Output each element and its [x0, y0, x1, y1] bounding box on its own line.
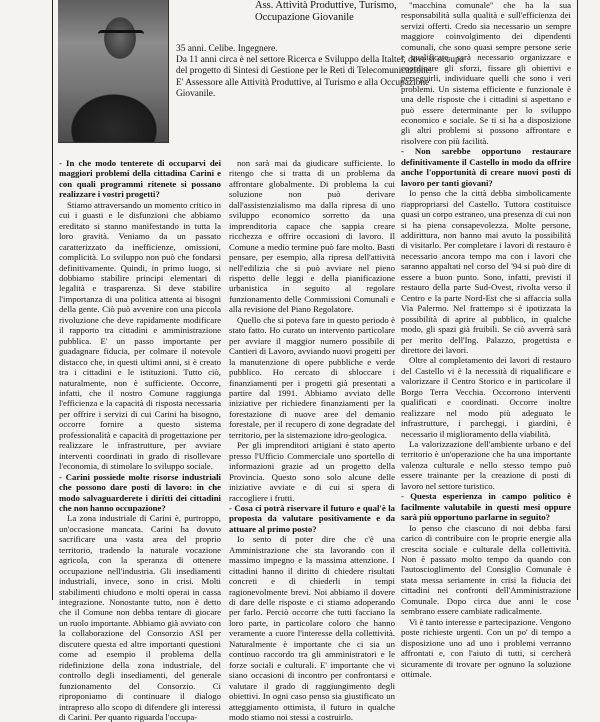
bio-line-1: 35 anni. Celibe. Ingegnere.	[176, 44, 278, 54]
answer-paragraph: Vi è tanto interesse e partecipazione. Vengono poste richieste urgenti. Con un po' di tempo a disposizione uno ad uno i problemi verranno affrontati e, con l'aiuto di tutti, si cercherà sicuramente di trovare per ognuno la soluzione ottimale.	[401, 616, 571, 679]
right-page-edge	[577, 0, 578, 600]
glasses-shape	[98, 30, 144, 43]
answer-paragraph: La zona industriale di Carini è, purtroppo, un'occasione mancata. Carini ha dovuto sacrificare una vasta area del proprio territorio, tradendo la naturale vocazione agricola, con la speranza di ottenere occupazione nell'industria. Gli insediamenti industriali, invece, sono in crisi. Molti stabilimenti chiudono e molti operai in cassa integrazione. Nonostante tutto, non è detto che il Comune non debba tentare di giocare un ruolo importante. Abbiamo già avviato con la collaborazione del Consorzio ASI per discutere questa ed altre importanti questioni come ad esempio il problema della ridefinizione della zona industriale, del controllo degli insediamenti, del generale funzionamento del Consorzio. Ci riproponiamo di continuare il dialogo intrapreso allo scopo di difendere gli interessi di Carini. Per quanto riguarda l'occupa-	[59, 513, 221, 722]
answer-paragraph: Oltre al completamento dei lavori di restauro del Castello vi è la necessità di riqualificare e valorizzare il Centro Storico e in particolare il Borgo Terra Vecchia. Occorrono interventi qualificati e coordinati. Occorre inoltre realizzare nel modo più adeguato le infrastrutture, i parcheggi, i giardini, è necessario il miglioramento della viabilità.	[401, 355, 571, 439]
portrait-photo	[58, 0, 169, 143]
interview-question: - In che modo tenterete di occuparvi dei maggiori problemi della cittadina Carini e con quali programmi ritenete si possano realizzare i vostri progetti?	[59, 158, 221, 200]
answer-paragraph: non sarà mai da giudicare sufficiente. Io ritengo che si tratta di un problema da affrontare globalmente. Di problema la cui soluzione non può derivare dall'assistenzialismo ma dalla ripresa di uno sviluppo economico sorretto da una imprenditoria capace che sappia creare ricchezza e offrire occasioni di lavoro. Il Comune a medio termine può fare molto. Basti pensare, per esempio, alla ripresa dell'attività nell'edilizia che si può avviare nel pieno rispetto delle leggi e della pianificazione urbanistica in seguito al regolare funzionamento delle Commissioni Comunali e alla revisione del Piano Regolatore.	[229, 158, 395, 315]
answer-paragraph: "macchina comunale" che ha la sua responsabilità sulla qualità e sull'efficienza dei servizi offerti. Credo sia necessario un sempre maggiore coinvolgimento dei dipendenti comunali, che sono quasi sempre persone serie e qualificate, sarà necessario organizzare e coordinare gli sforzi, fissare gli obiettivi e perseguirli, individuare quelli che sono i veri problemi. Un sistema efficiente e funzionale è una delle risposte che i cittadini si aspettano e può essere determinante per lo sviluppo economico e sociale. Se ti si ha a disposizione gli altri problemi si possono affrontare e risolvere con più facilità.	[401, 0, 571, 146]
interview-question: - Questa esperienza in campo politico è facilmente valutabile in questi mesi oppure sarà più opportuno parlarne in seguito?	[401, 491, 571, 523]
role-line-1: Ass. Attività Produttive, Turismo,	[255, 0, 397, 11]
left-page-edge	[52, 0, 53, 600]
bio-line-3: E' Assessore alle Attività Produttive, al Turismo e alla Occupazione Giovanile.	[176, 77, 430, 99]
column-2	[229, 158, 395, 722]
column-1	[59, 158, 221, 722]
answer-paragraph: Quello che si poteva fare in questo periodo è stato fatto. Ho curato un intervento particolare per avviare il maggior numero possibile di Cantieri di Lavoro, avviando nuovi progetti per la manutenzione di opere pubbliche e verde pubblico. Ho cercato di sbloccare i finanziamenti per i progetti già presentati a partire dal 1991. Abbiamo avviato delle iniziative per richiedere finanziamenti per la forestazione di nuove aree del demanio forestale, per il recupero di zone degradate del territorio, per la sistemazione idro-geologica.	[229, 314, 395, 440]
role-line-2: Occupazione Giovanile	[255, 12, 354, 23]
answer-paragraph: Per gli imprenditori artigiani è stato aperto presso l'Ufficio Commerciale uno sportello di informazioni grazie ad un progetto della Provincia. Questo sono solo alcune delle iniziative avviate e di cui si spera di raccogliere i frutti.	[229, 440, 395, 503]
interview-question: - Carini possiede molte risorse industriali che possono dare posti di lavoro: in che modo salvaguarderete i diritti dei cittadini che non hanno occupazione?	[59, 471, 221, 513]
column-3	[401, 0, 571, 679]
bio-line-2: Da 11 anni circa è nel settore Ricerca e Sviluppo della Italtel, dove si occupa del progetto di Sintesi di Gestione per le Reti di Telecomunicazione.	[176, 55, 464, 77]
answer-paragraph: Io sento di poter dire che c'è una Amministrazione che sta lavorando con il massimo impegno e la massima attenzione. I cittadini hanno il diritto di chiedere risultati concreti e di chiederli in tempi ragionevolmente brevi. Noi abbiamo il dovere di dare delle risposte e ci stiamo adoperando per farlo. Perciò occorre che tutti facciano la loro parte, in particolare coloro che hanno veramente a cuore l'interesse della collettività. Naturalmente è importante che ci sia un continuo raccordo tra gli amministratori e le forze sociali e culturali. E' importante che vi siano occasioni di incontro per confrontarsi e valutare il grado di raggiungimento degli obiettivi. In ogni caso penso sia giustificato un atteggiamento ottimista, il futuro in qualche modo stiamo noi stessi a costruirlo.	[229, 534, 395, 722]
answer-paragraph: La valorizzazione dell'ambiente urbano e del territorio è un'operazione che ha una importante valenza culturale e nello stesso tempo può essere trainante per la creazione di posti di lavoro nel settore turistico.	[401, 439, 571, 491]
interview-question: - Cosa ci potrà riservare il futuro e qual'è la proposta da valutare positivamente e da attuare al primo posto?	[229, 502, 395, 534]
answer-paragraph: Stiamo attraversando un momento critico in cui i guasti e le disfunzioni che abbiamo ereditato si stanno manifestando in tutta la loro gravità. Veniamo da un passato caratterizzato da inefficienze, omissioni, complicità. Lo sviluppo non può che fondarsi definitivamente. Quindi, in primo luogo, si dobbiamo stabilire principi elementari di legalità e trasparenza. Si deve stabilire l'importanza di una politica attenta ai bisogni della gente. Ciò può avvenire con una piccola rivoluzione che deve rapidamente modificare il rapporto tra cittadini e amministrazione pubblica. E' un passo importante per guadagnare fiducia, per colmare il notevole distacco che, in questi ultimi anni, si è creato tra i cittadini e le istituzioni. Tutto ciò, naturalmente, non è sufficiente. Occorre, infatti, che il nostro Comune raggiunga l'efficienza e la capacità di risposta necessaria per offrire i servizi di cui Carini ha bisogno, occorre fornire a questo sistema professionalità e capacità di progettazione per realizzare le infrastrutture, per avviare interventi coordinati in grado di risollevare l'economia, di stimolare lo sviluppo sociale.	[59, 199, 221, 472]
answer-paragraph: Io penso che ciascuno di noi debba farsi carico di contribuire con le proprie energie alla crescita sociale e culturale della collettività. Non è passato molto tempo da quando con l'autoscioglimento del Consiglio Comunale è stata messa seriamente in crisi la fiducia dei cittadini nei confronti dell'Amministrazione Comunale. Dopo circa due anni le cose sembrano essere cambiate radicalmente.	[401, 522, 571, 617]
answer-paragraph: Io penso che la città debba simbolicamente riappropriarsi del Castello. Tuttora costituisce quasi un corpo estraneo, una presenza di cui non si ha piena consapevolezza. Molte persone, addirittura, non hanno mai avuto la possibilità di visitarlo. Per completare i lavori di restauro è necessario ancora tempo ma con i lavori che saranno appaltati nel corso del '94 si può dire di essere a buon punto. Sono, infatti, previsti il restauro della parte Sud-Ovest, rivolta verso il Centro e la parte Nord-Est che si affaccia sulla Via Palermo. Nel frattempo si è ipotizzata la possibilità di aprire al pubblico, in qualche modo, gli spazi già fruibili. Se ciò avverrà sarà per merito dell'Ing. Palazzo, progettista e direttore dei lavori.	[401, 188, 571, 355]
interview-question: - Non sarebbe opportuno restaurare definitivamente il Castello in modo da offrire anche l'opportunità di creare nuovi posti di lavoro per tanti giovani?	[401, 146, 571, 188]
